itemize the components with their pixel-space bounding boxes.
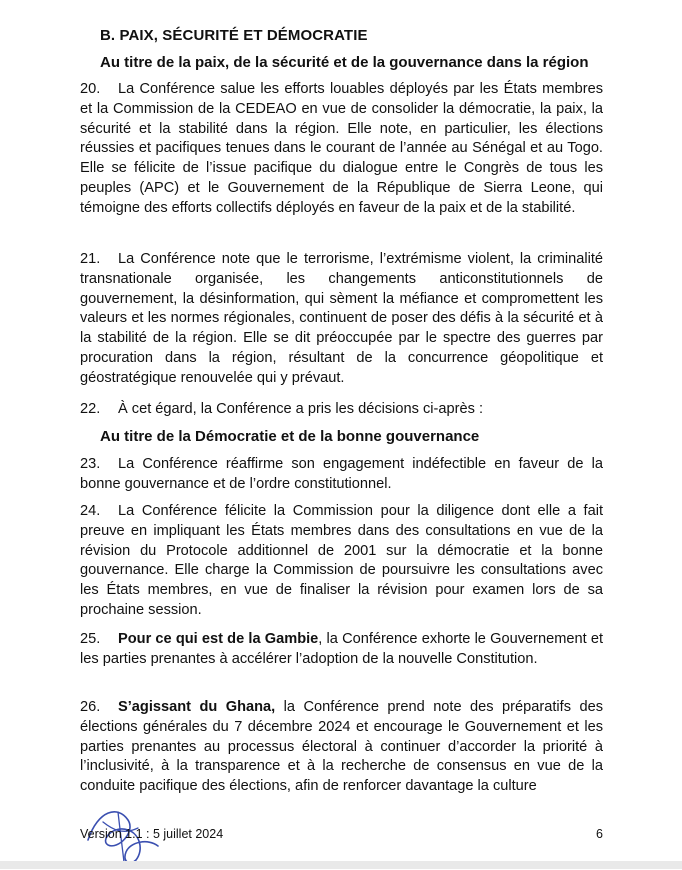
- paragraph-text: , la Conférence exhorte le Gouvernement et les parties prenantes à accélérer l’adoption de la nouvelle Constitution.: [80, 631, 603, 667]
- paragraph-22: [80, 400, 603, 420]
- paragraph-bold-lead: Pour ce qui est de la Gambie: [118, 631, 319, 647]
- paragraph-number: 22.: [80, 401, 101, 417]
- paragraph-text: La Conférence réaffirme son engagement indéfectible en faveur de la bonne gouvernance et de l’ordre constitutionnel.: [80, 456, 603, 492]
- paragraph-text: La Conférence salue les efforts louables déployés par les États membres et la Commission de la CEDEAO en vue de consolider la démocratie, la paix, la sécurité et la stabilité dans la région. Elle note, en particulier, les élections réussies et pacifiques tenues dans le courant de l’année au Sénégal et au Togo. Elle se félicite de l’issue pacifique du dialogue entre le Congrès de tous les peuples (APC) et le Gouvernement de la République de Sierra Leone, qui témoigne des efforts collectifs déployés en faveur de la paix et de la stabilité.: [80, 81, 603, 216]
- paragraph-number: 25.: [80, 631, 101, 647]
- paragraph-number: 23.: [80, 456, 101, 472]
- subheading-democracy: Au titre de la Démocratie et de la bonne gouvernance: [100, 428, 480, 445]
- paragraph-number: 26.: [80, 699, 101, 715]
- paragraph-text: À cet égard, la Conférence a pris les décisions ci-après :: [118, 401, 484, 417]
- paragraph-text: la Conférence prend note des préparatifs des élections générales du 7 décembre 2024 et encourage le Gouvernement et les parties prenantes au processus électoral à continuer d’accorder la priorité à l’inclusivité, à la transparence et à la recherche de consensus en vue de la conduite pacifique des élections, afin de renforcer davantage la culture: [80, 699, 603, 795]
- section-title: B. PAIX, SÉCURITÉ ET DÉMOCRATIE: [100, 27, 368, 44]
- version-label: Version 1.1 : 5 juillet 2024: [80, 827, 224, 841]
- paragraph-26: [80, 698, 603, 797]
- paragraph-text: La Conférence note que le terrorisme, l’extrémisme violent, la criminalité transnationale organisée, les changements anticonstitutionnels de gouvernement, la désinformation, qui sèment la méfiance et compromettent les valeurs et les normes régionales, continuent de poser des défis à la sécurité et à la stabilité de la région. Elle se dit préoccupée par le spectre des guerres par procuration dans la région, résultant de la concurrence géopolitique et géostratégique renouvelée qui y prévaut.: [80, 251, 603, 386]
- paragraph-number: 21.: [80, 251, 101, 267]
- paragraph-number: 24.: [80, 503, 101, 519]
- paragraph-25: [80, 630, 603, 670]
- paragraph-21: [80, 250, 603, 389]
- paragraph-20: [80, 80, 603, 219]
- page-number: 6: [596, 827, 603, 841]
- paragraph-24: [80, 502, 603, 621]
- viewer-bottom-bar: [0, 861, 682, 869]
- page-footer: [80, 827, 603, 841]
- paragraph-number: 20.: [80, 81, 101, 97]
- paragraph-text: La Conférence félicite la Commission pour la diligence dont elle a fait preuve en impliquant les États membres dans des consultations en vue de la révision du Protocole additionnel de 2001 sur la démocratie et la bonne gouvernance. Elle charge la Commission de poursuivre les consultations avec les États membres, en vue de finaliser la révision pour examen lors de sa prochaine session.: [80, 503, 603, 618]
- paragraph-23: [80, 455, 603, 495]
- paragraph-bold-lead: S’agissant du Ghana,: [118, 699, 276, 715]
- subheading-peace-security: Au titre de la paix, de la sécurité et de la gouvernance dans la région: [100, 54, 589, 71]
